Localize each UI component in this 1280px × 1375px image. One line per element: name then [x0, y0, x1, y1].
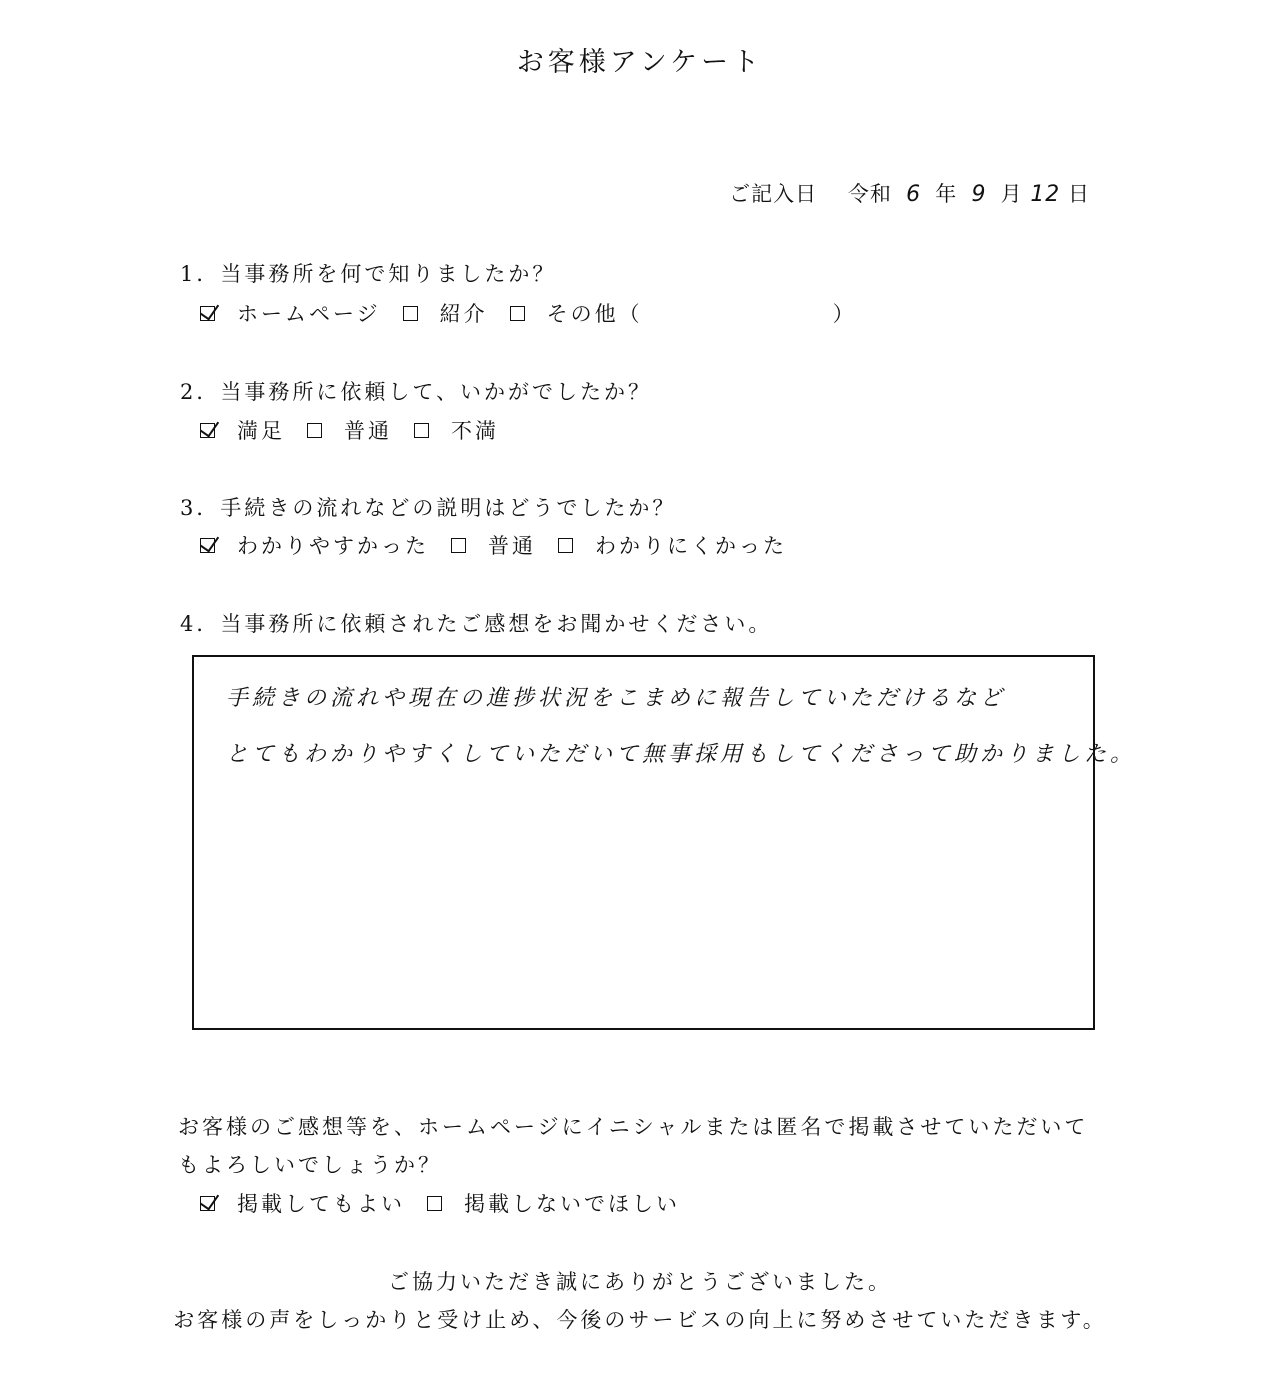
- q3-option-label: わかりやすかった: [237, 534, 429, 558]
- q1-option-referral[interactable]: [403, 298, 488, 328]
- q3-option-normal[interactable]: [451, 530, 536, 560]
- checkbox[interactable]: [558, 538, 573, 553]
- q3-question: 3．手続きの流れなどの説明はどうでしたか？: [180, 496, 677, 520]
- q3-option-hard[interactable]: [558, 530, 787, 560]
- comment-line-2: とてもわかりやすくしていただいて無事採用もしてくださって助かりました。: [226, 742, 1137, 767]
- consent-options: [200, 1188, 702, 1218]
- date-month-unit: 月: [1000, 182, 1023, 206]
- comment-line-1: 手続きの流れや現在の進捗状況をこまめに報告していただけるなど: [226, 686, 1007, 711]
- checkbox[interactable]: [451, 538, 466, 553]
- q3-options: [200, 530, 809, 560]
- q2-option-dissatisfied[interactable]: [414, 415, 499, 445]
- close-paren: ）: [832, 302, 857, 326]
- closing-line-2: お客様の声をしっかりと受け止め、今後のサービスの向上に努めさせていただきます。: [173, 1308, 1107, 1332]
- date-day: 12: [1030, 182, 1061, 207]
- q1-option-other[interactable]: [510, 298, 857, 328]
- q1-option-label: 紹介: [439, 302, 488, 326]
- date-year: 6: [906, 182, 922, 207]
- comment-box[interactable]: [192, 655, 1137, 1030]
- q4-question: 4．当事務所に依頼されたご感想をお聞かせください。: [180, 612, 773, 636]
- checkbox[interactable]: [414, 423, 429, 438]
- checkbox[interactable]: [307, 423, 322, 438]
- date-day-unit: 日: [1068, 182, 1090, 206]
- date-month: 9: [971, 182, 987, 207]
- survey-title: お客様アンケート: [516, 47, 764, 78]
- checkbox-checked[interactable]: [200, 306, 215, 321]
- q2-option-normal[interactable]: [307, 415, 392, 445]
- date-label: ご記入日: [729, 182, 818, 206]
- q1-option-label: その他（: [546, 302, 643, 326]
- q2-option-label: 不満: [451, 419, 499, 443]
- q3-option-label: 普通: [488, 534, 536, 558]
- checkbox-checked[interactable]: [200, 423, 215, 438]
- checkbox[interactable]: [510, 306, 525, 321]
- q3-option-easy[interactable]: [200, 530, 429, 560]
- consent-option-label: 掲載しないでほしい: [464, 1192, 680, 1216]
- date-era: 令和: [847, 182, 892, 206]
- checkbox-checked[interactable]: [200, 538, 215, 553]
- checkbox-checked[interactable]: [200, 1196, 215, 1211]
- q2-option-label: 普通: [344, 419, 392, 443]
- checkbox[interactable]: [403, 306, 418, 321]
- closing-line-1: ご協力いただき誠にありがとうございました。: [388, 1270, 892, 1294]
- q1-option-label: ホームページ: [237, 302, 381, 326]
- q2-options: [200, 415, 521, 445]
- checkbox[interactable]: [427, 1196, 442, 1211]
- q3-option-label: わかりにくかった: [595, 534, 787, 558]
- date-line: [729, 178, 1090, 208]
- date-year-unit: 年: [935, 182, 958, 206]
- q1-option-homepage[interactable]: [200, 298, 381, 328]
- consent-option-label: 掲載してもよい: [237, 1192, 405, 1216]
- consent-option-allow[interactable]: [200, 1188, 405, 1218]
- q2-option-label: 満足: [237, 419, 285, 443]
- consent-question: お客様のご感想等を、ホームページにイニシャルまたは匿名で掲載させていただいてもよろしいでしょうか？: [178, 1115, 1089, 1177]
- q1-question: 1．当事務所を何で知りましたか？: [180, 262, 557, 286]
- q2-option-satisfied[interactable]: [200, 415, 285, 445]
- consent-option-deny[interactable]: [427, 1188, 680, 1218]
- q1-options: [200, 298, 879, 328]
- q2-question: 2．当事務所に依頼して、いかがでしたか？: [180, 380, 652, 404]
